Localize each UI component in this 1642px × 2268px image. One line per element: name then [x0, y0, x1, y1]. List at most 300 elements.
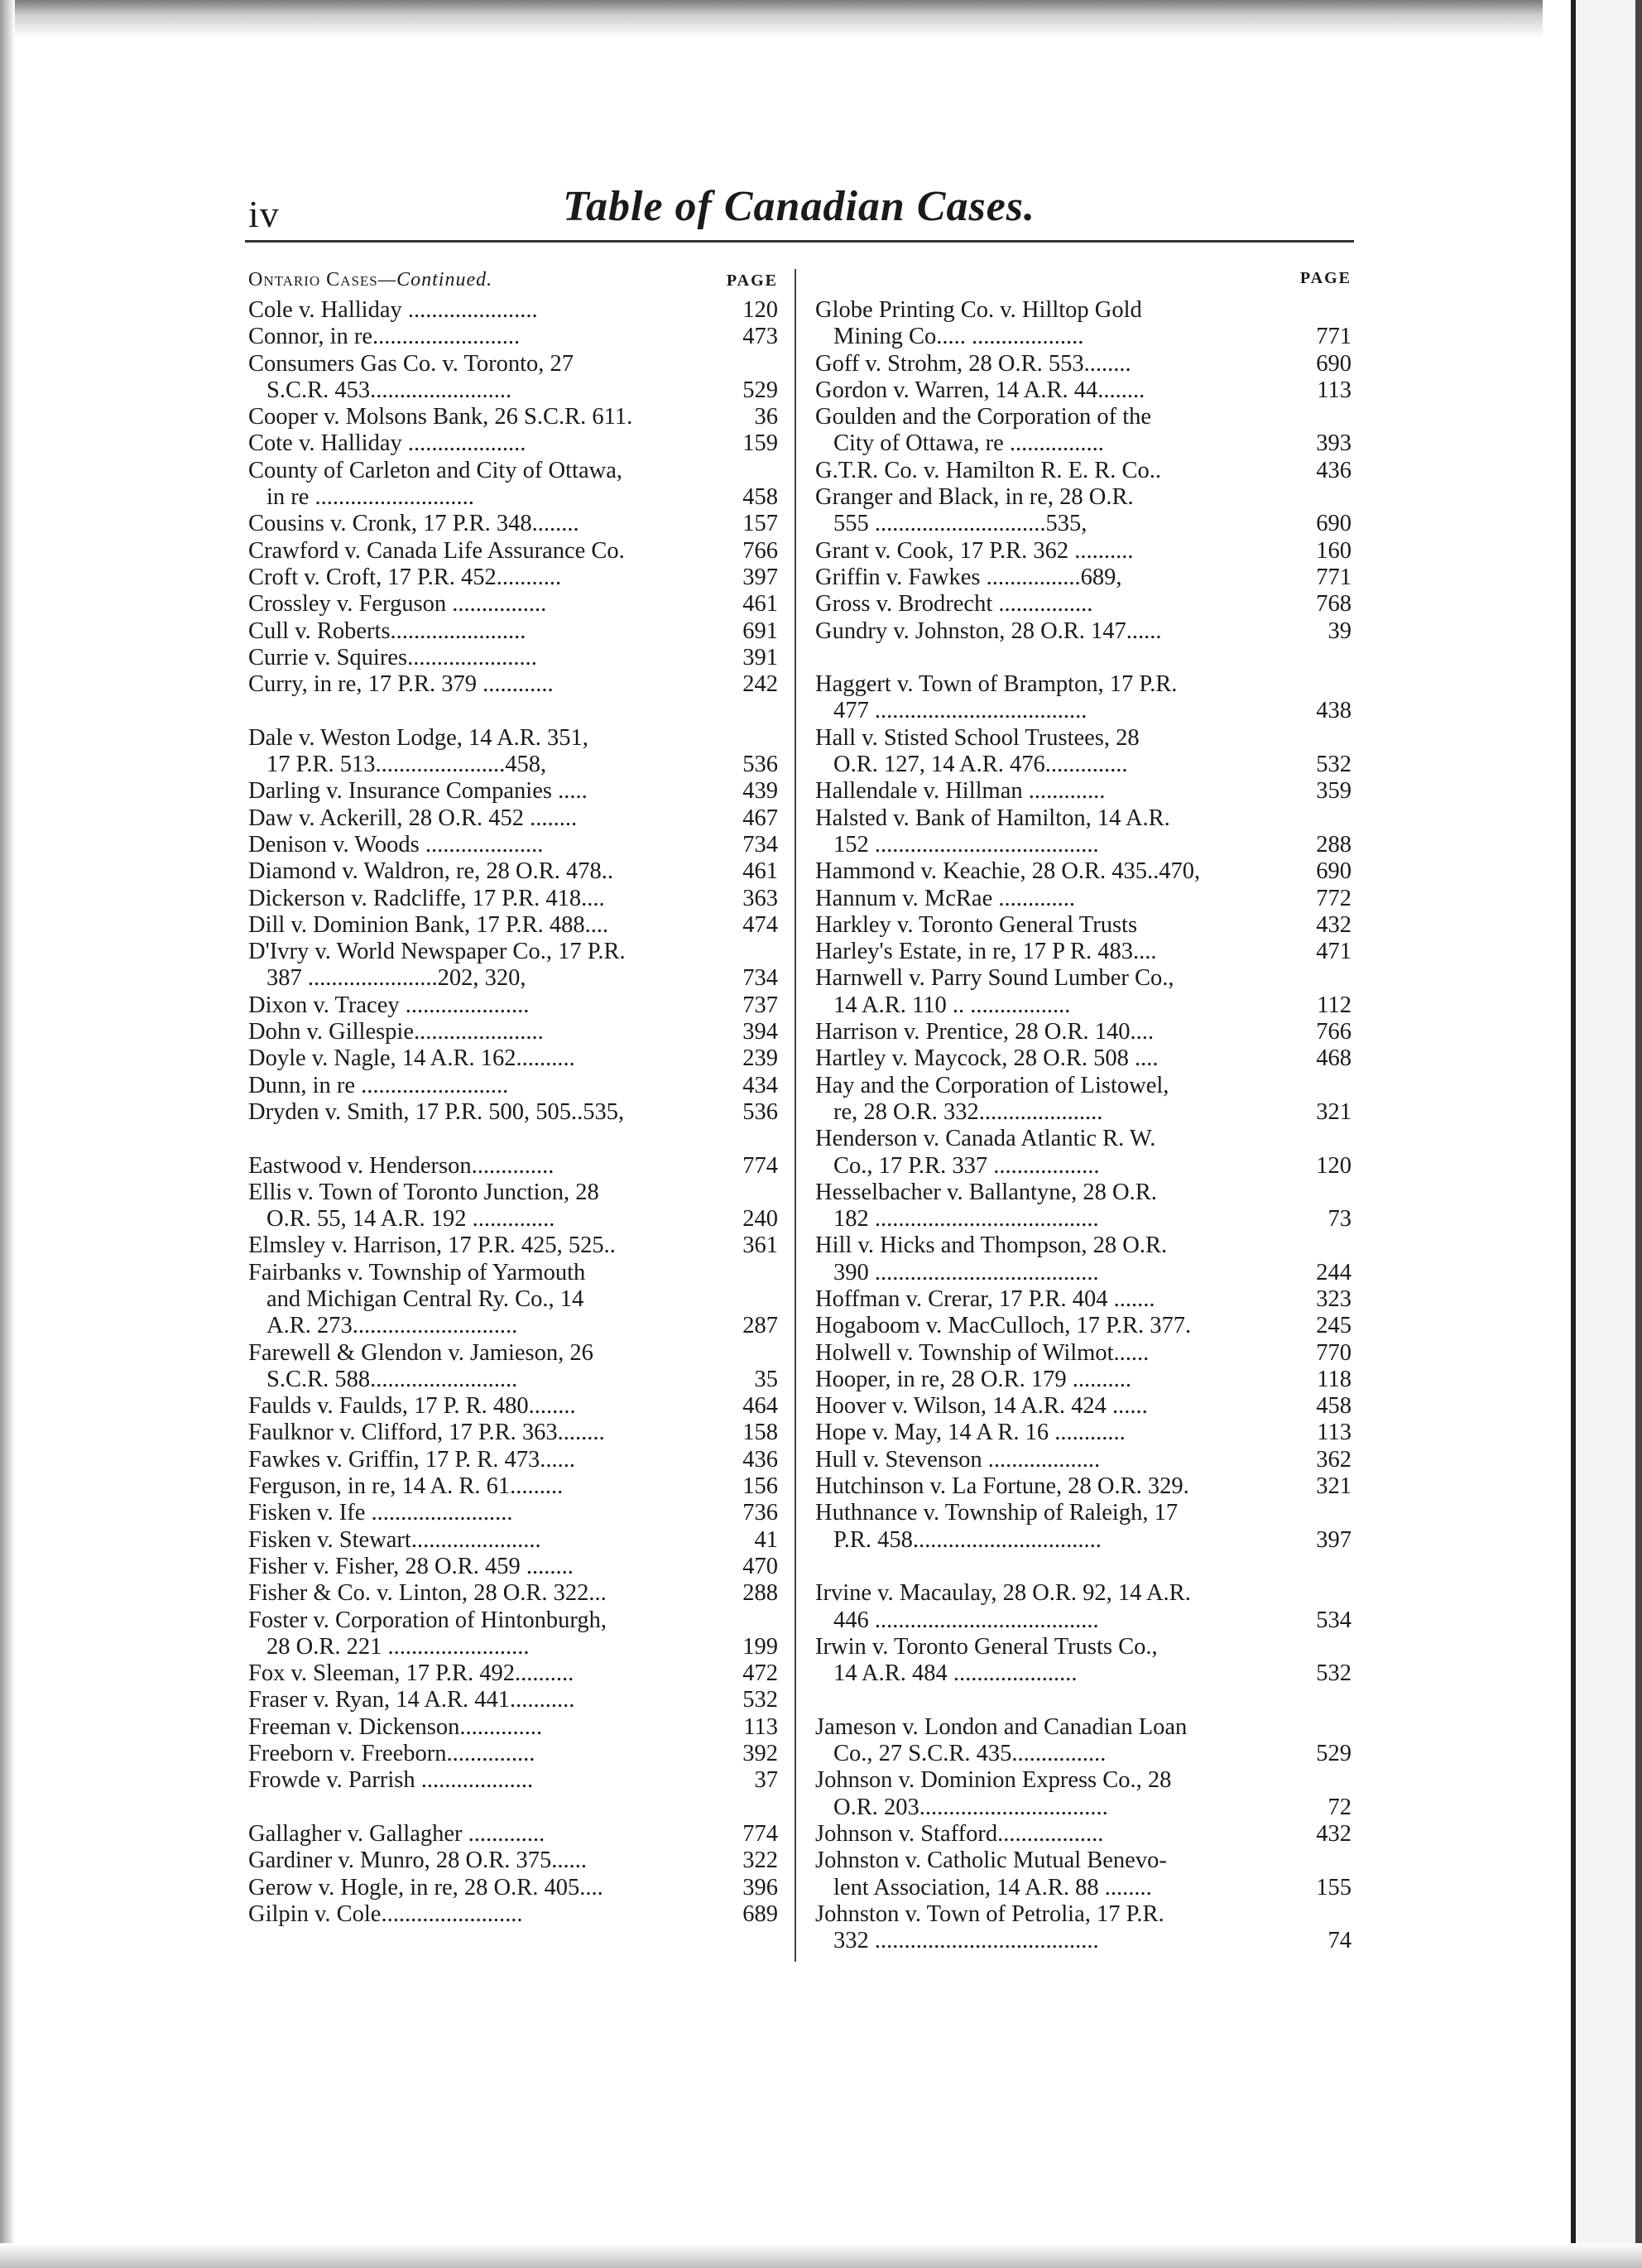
case-entry-text: Griffin v. Fawkes ................689, — [815, 564, 1122, 590]
case-entry-text: Fisken v. Stewart...................... — [248, 1526, 541, 1553]
section-heading — [248, 269, 492, 291]
case-page-number: 532 — [1316, 1660, 1352, 1687]
case-entry-text: Diamond v. Waldron, re, 28 O.R. 478.. — [248, 858, 613, 885]
case-entry-text: Hill v. Hicks and Thompson, 28 O.R. — [815, 1233, 1168, 1259]
case-entry-text: Hannum v. McRae ............. — [815, 885, 1075, 911]
case-page-number: 734 — [742, 831, 778, 858]
case-entry — [248, 1393, 778, 1420]
case-page-number: 120 — [1316, 1152, 1352, 1179]
case-entry — [815, 538, 1352, 565]
case-entry — [815, 725, 1352, 779]
case-entry — [248, 1875, 778, 1901]
case-entry-text: Gardiner v. Munro, 28 O.R. 375...... — [248, 1848, 587, 1874]
case-entry — [248, 1073, 778, 1099]
case-entry — [248, 297, 778, 324]
case-entry — [248, 458, 778, 512]
case-page-number: 118 — [1317, 1366, 1352, 1392]
case-entry — [815, 965, 1352, 1019]
case-page-number: 772 — [1316, 885, 1352, 911]
case-page-number: 321 — [1316, 1473, 1352, 1500]
case-entry-text: Dill v. Dominion Bank, 17 P.R. 488.... — [248, 911, 609, 938]
case-page-number: 737 — [742, 992, 778, 1018]
case-entry-text: Halsted v. Bank of Hamilton, 14 A.R. — [815, 805, 1170, 831]
case-page-number: 532 — [742, 1687, 778, 1713]
case-entry — [248, 645, 778, 671]
case-page-number: 288 — [742, 1580, 778, 1607]
case-page-number: 464 — [742, 1393, 778, 1420]
case-entry — [815, 1447, 1352, 1473]
case-page-number: 113 — [1317, 1420, 1352, 1446]
case-page-number: 771 — [1316, 324, 1352, 350]
case-page-number: 474 — [742, 911, 778, 938]
case-entry-text: Holwell v. Township of Wilmot...... — [815, 1339, 1150, 1366]
case-page-number: 771 — [1316, 564, 1352, 590]
case-entry-text: Cooper v. Molsons Bank, 26 S.C.R. 611. — [248, 404, 633, 430]
case-page-number: 41 — [754, 1526, 778, 1553]
case-entry-text: S.C.R. 453........................ — [266, 377, 512, 403]
case-entry-text: S.C.R. 588......................... — [266, 1366, 518, 1392]
case-entry — [815, 1340, 1352, 1367]
case-entry-text: 28 O.R. 221 ........................ — [266, 1633, 530, 1660]
case-page-number: 392 — [742, 1741, 778, 1767]
case-entry-text: Cousins v. Cronk, 17 P.R. 348........ — [248, 511, 579, 537]
scan-edge-bottom — [0, 2243, 1642, 2268]
case-page-number: 529 — [1316, 1741, 1352, 1767]
case-entry-text: Hoover v. Wilson, 14 A.R. 424 ...... — [815, 1393, 1148, 1420]
case-entry — [248, 992, 778, 1019]
case-entry-text: 555 .............................535, — [833, 511, 1087, 537]
case-entry-text: Hartley v. Maycock, 28 O.R. 508 .... — [815, 1045, 1159, 1072]
case-page-number: 287 — [742, 1313, 778, 1339]
case-entry-text: Currie v. Squires...................... — [248, 644, 537, 670]
case-entry — [248, 671, 778, 698]
case-entry — [815, 1126, 1352, 1180]
group-gap — [815, 1554, 1352, 1580]
case-page-number: 113 — [743, 1713, 778, 1740]
group-gap — [815, 1687, 1352, 1713]
case-entry — [248, 805, 778, 832]
case-entry — [248, 1527, 778, 1554]
case-entry-text: Dickerson v. Radcliffe, 17 P.R. 418.... — [248, 885, 605, 911]
page-title: Table of Canadian Cases. — [563, 183, 1036, 230]
case-entry — [248, 511, 778, 537]
case-entry-text: in re ........................... — [266, 484, 474, 511]
case-entry-text: Hooper, in re, 28 O.R. 179 .......... — [815, 1366, 1131, 1392]
case-page-number: 461 — [742, 858, 778, 885]
case-entry-text: Connor, in re......................... — [248, 324, 521, 350]
case-entry-text: Freeborn v. Freeborn............... — [248, 1741, 535, 1767]
case-entry — [248, 1473, 778, 1500]
case-page-number: 242 — [742, 671, 778, 698]
case-entry — [248, 1901, 778, 1928]
case-entry-text: Foster v. Corporation of Hintonburgh, — [248, 1607, 607, 1633]
case-page-number: 245 — [1316, 1313, 1352, 1339]
case-entry — [815, 351, 1352, 377]
case-entry — [248, 1687, 778, 1713]
case-entry-text: Hull v. Stevenson ................... — [815, 1446, 1101, 1473]
case-entry-text: Hope v. May, 14 A R. 16 ............ — [815, 1420, 1126, 1446]
case-entry — [815, 939, 1352, 965]
case-entry — [248, 1045, 778, 1072]
case-page-number: 199 — [742, 1633, 778, 1660]
case-entry — [815, 458, 1352, 484]
case-entry-text: 182 ...................................... — [833, 1206, 1099, 1233]
case-entry-text: Huthnance v. Township of Raleigh, 17 — [815, 1500, 1179, 1526]
case-page-number: 434 — [742, 1072, 778, 1098]
case-entry — [815, 591, 1352, 617]
case-entry-text: Farewell & Glendon v. Jamieson, 26 — [248, 1339, 593, 1366]
case-entry — [815, 912, 1352, 939]
case-page-number: 689 — [742, 1900, 778, 1927]
case-entry — [815, 1393, 1352, 1420]
case-entry — [815, 1714, 1352, 1768]
case-entry-text: Goff v. Strohm, 28 O.R. 553........ — [815, 350, 1131, 377]
case-entry-text: Irwin v. Toronto General Trusts Co., — [815, 1633, 1158, 1660]
case-entry-text: A.R. 273............................ — [266, 1313, 518, 1339]
case-entry-text: Faulknor v. Clifford, 17 P.R. 363........ — [248, 1420, 605, 1446]
case-entry — [248, 565, 778, 591]
case-page-number: 458 — [742, 484, 778, 511]
case-entry — [815, 858, 1352, 885]
case-entry-text: Irvine v. Macaulay, 28 O.R. 92, 14 A.R. — [815, 1580, 1191, 1607]
case-page-number: 473 — [742, 324, 778, 350]
case-entry-text: Johnston v. Catholic Mutual Benevo- — [815, 1848, 1167, 1874]
case-entry-text: Ferguson, in re, 14 A. R. 61......... — [248, 1473, 564, 1500]
case-entry-text: Co., 17 P.R. 337 .................. — [833, 1152, 1100, 1179]
case-entry-text: Hall v. Stisted School Trustees, 28 — [815, 724, 1140, 751]
case-page-number: 36 — [754, 404, 778, 430]
case-page-number: 734 — [742, 965, 778, 992]
case-entry-text: Cote v. Halliday .................... — [248, 430, 526, 457]
case-entry — [815, 1045, 1352, 1072]
case-entry — [815, 805, 1352, 859]
header-rule — [245, 240, 1354, 243]
case-entry-text: Denison v. Woods .................... — [248, 831, 544, 858]
case-page-number: 158 — [742, 1420, 778, 1446]
case-entry — [815, 297, 1352, 351]
case-entry-text: Gross v. Brodrecht ................ — [815, 591, 1093, 617]
group-gap — [248, 1795, 778, 1821]
case-page-number: 363 — [742, 885, 778, 911]
case-entry-text: Crossley v. Ferguson ................ — [248, 591, 547, 617]
case-entry — [815, 1367, 1352, 1393]
case-entry — [248, 351, 778, 405]
case-entry — [248, 1180, 778, 1233]
case-entry-text: 387 ......................202, 320, — [266, 965, 526, 992]
case-entry — [248, 1340, 778, 1394]
case-entry-text: Eastwood v. Henderson.............. — [248, 1152, 555, 1179]
case-entry — [815, 404, 1352, 458]
case-entry — [815, 1473, 1352, 1500]
case-entry-text: Johnson v. Dominion Express Co., 28 — [815, 1767, 1172, 1794]
case-entry-text: Hallendale v. Hillman ............. — [815, 778, 1106, 805]
case-entry-text: Dryden v. Smith, 17 P.R. 500, 505..535, — [248, 1098, 625, 1125]
case-entry — [248, 1233, 778, 1259]
case-entry-text: re, 28 O.R. 332..................... — [833, 1098, 1103, 1125]
case-entry-text: O.R. 203................................ — [833, 1794, 1108, 1820]
case-page-number: 244 — [1316, 1259, 1352, 1285]
case-entry — [815, 1821, 1352, 1848]
case-entry-text: Jameson v. London and Canadian Loan — [815, 1713, 1188, 1740]
case-entry-text: O.R. 55, 14 A.R. 192 .............. — [266, 1206, 555, 1233]
case-entry — [248, 912, 778, 939]
case-page-number: 74 — [1328, 1928, 1352, 1954]
case-entry — [248, 1019, 778, 1045]
page-column-label: PAGE — [1299, 269, 1352, 287]
case-page-number: 155 — [1316, 1874, 1352, 1900]
case-page-number: 436 — [742, 1446, 778, 1473]
case-entry-text: Hogaboom v. MacCulloch, 17 P.R. 377. — [815, 1313, 1192, 1339]
case-entry-text: Dohn v. Gillespie...................... — [248, 1019, 544, 1045]
case-entry-text: Dunn, in re ......................... — [248, 1072, 509, 1098]
case-entry-text: Consumers Gas Co. v. Toronto, 27 — [248, 350, 574, 377]
case-entry — [815, 1019, 1352, 1045]
case-entry-text: Gallagher v. Gallagher ............. — [248, 1820, 545, 1847]
case-entry-text: Fisher & Co. v. Linton, 28 O.R. 322... — [248, 1580, 607, 1607]
case-entry — [248, 858, 778, 885]
case-entry-text: Granger and Black, in re, 28 O.R. — [815, 484, 1134, 511]
page-number: iv — [248, 193, 280, 235]
case-page-number: 362 — [1316, 1446, 1352, 1473]
case-entry-text: Hoffman v. Crerar, 17 P.R. 404 ....... — [815, 1285, 1155, 1312]
case-page-number: 159 — [742, 430, 778, 457]
case-entry-text: Daw v. Ackerill, 28 O.R. 452 ........ — [248, 805, 578, 831]
case-entry-text: 14 A.R. 110 .. ................. — [833, 992, 1071, 1018]
case-entry — [248, 1554, 778, 1580]
group-gap — [815, 645, 1352, 671]
case-entry — [815, 1901, 1352, 1955]
case-entry — [815, 1580, 1352, 1634]
right-column-header — [815, 269, 1352, 297]
case-entry — [248, 778, 778, 805]
case-entry-text: Fairbanks v. Township of Yarmouth — [248, 1259, 586, 1285]
case-entry-text: 17 P.R. 513......................458, — [266, 752, 547, 778]
group-gap — [248, 1126, 778, 1152]
case-entry-text: Frowde v. Parrish ................... — [248, 1767, 534, 1794]
case-entry-text: 332 ...................................... — [833, 1928, 1099, 1954]
case-entry — [248, 1260, 778, 1340]
case-entry — [248, 1099, 778, 1126]
case-entry — [248, 1580, 778, 1607]
case-page-number: 323 — [1316, 1285, 1352, 1312]
case-entry-text: Gilpin v. Cole........................ — [248, 1900, 523, 1927]
case-entry-text: Harnwell v. Parry Sound Lumber Co., — [815, 965, 1174, 992]
case-entry — [815, 1500, 1352, 1554]
case-entry-text: Hesselbacher v. Ballantyne, 28 O.R. — [815, 1179, 1157, 1205]
case-entry-text: Dale v. Weston Lodge, 14 A.R. 351, — [248, 724, 588, 751]
case-entry-text: 477 .................................... — [833, 698, 1087, 724]
case-entry-text: Haggert v. Town of Brampton, 17 P.R. — [815, 671, 1178, 698]
case-page-number: 37 — [754, 1767, 778, 1794]
case-entry-text: Hutchinson v. La Fortune, 28 O.R. 329. — [815, 1473, 1189, 1500]
case-entry-text: Ellis v. Town of Toronto Junction, 28 — [248, 1179, 599, 1205]
case-entry — [815, 1073, 1352, 1127]
case-page-number: 397 — [742, 564, 778, 590]
case-entry-text: Globe Printing Co. v. Hilltop Gold — [815, 297, 1142, 323]
case-page-number: 396 — [742, 1874, 778, 1900]
case-entry — [248, 430, 778, 457]
case-entry-text: Gerow v. Hogle, in re, 28 O.R. 405.... — [248, 1874, 603, 1900]
case-page-number: 432 — [1316, 911, 1352, 938]
case-entry-text: Faulds v. Faulds, 17 P. R. 480........ — [248, 1393, 576, 1420]
case-entry-text: Henderson v. Canada Atlantic R. W. — [815, 1126, 1156, 1152]
case-entry — [248, 832, 778, 858]
case-entry-text: Fox v. Sleeman, 17 P.R. 492.......... — [248, 1660, 574, 1687]
case-entry — [248, 1767, 778, 1794]
case-page-number: 35 — [754, 1366, 778, 1392]
case-entry-text: Freeman v. Dickenson.............. — [248, 1713, 543, 1740]
case-page-number: 691 — [742, 617, 778, 644]
case-entry-text: lent Association, 14 A.R. 88 ........ — [833, 1874, 1152, 1900]
case-entry — [248, 939, 778, 992]
case-entry-text: 446 ...................................... — [833, 1607, 1099, 1633]
case-entry — [248, 538, 778, 565]
case-page-number: 472 — [742, 1660, 778, 1687]
case-entry-text: and Michigan Central Ry. Co., 14 — [266, 1285, 584, 1312]
case-entry-text: Mining Co..... ................... — [833, 324, 1084, 350]
case-page-number: 391 — [742, 644, 778, 670]
case-page-number: 72 — [1328, 1794, 1352, 1820]
right-column — [815, 269, 1352, 1954]
case-page-number: 768 — [1316, 591, 1352, 617]
case-page-number: 160 — [1316, 537, 1352, 564]
case-entry-text: Gundry v. Johnston, 28 O.R. 147...... — [815, 617, 1162, 644]
case-page-number: 774 — [742, 1820, 778, 1847]
case-entry-text: Darling v. Insurance Companies ..... — [248, 778, 588, 805]
case-entry — [248, 725, 778, 779]
case-entry — [815, 1313, 1352, 1339]
section-suffix: —Continued. — [377, 269, 493, 291]
case-page-number: 239 — [742, 1045, 778, 1072]
group-gap — [248, 698, 778, 724]
case-page-number: 240 — [742, 1206, 778, 1233]
case-entry — [248, 1420, 778, 1446]
case-page-number: 471 — [1316, 939, 1352, 965]
case-page-number: 529 — [742, 377, 778, 403]
case-page-number: 113 — [1317, 377, 1352, 403]
case-entry — [815, 377, 1352, 404]
case-page-number: 120 — [742, 297, 778, 323]
case-entry — [815, 565, 1352, 591]
case-page-number: 397 — [1316, 1526, 1352, 1553]
page-column-label: PAGE — [726, 271, 778, 290]
case-entry-text: Fraser v. Ryan, 14 A.R. 441........... — [248, 1687, 575, 1713]
case-entry — [815, 1233, 1352, 1286]
case-entry-text: Cole v. Halliday ...................... — [248, 297, 538, 323]
case-page-number: 439 — [742, 778, 778, 805]
case-page-number: 766 — [1316, 1019, 1352, 1045]
case-page-number: 461 — [742, 591, 778, 617]
case-entry — [248, 1741, 778, 1767]
scan-edge-top — [0, 0, 1642, 38]
case-entry-text: Johnston v. Town of Petrolia, 17 P.R. — [815, 1900, 1164, 1927]
case-page-number: 288 — [1316, 831, 1352, 858]
case-entry — [248, 1821, 778, 1848]
case-entry-text: Cull v. Roberts....................... — [248, 617, 526, 644]
case-entry-text: Croft v. Croft, 17 P.R. 452........... — [248, 564, 562, 590]
case-entry-text: 14 A.R. 484 ..................... — [833, 1660, 1078, 1687]
case-entry — [815, 671, 1352, 725]
case-page-number: 359 — [1316, 778, 1352, 805]
case-page-number: 774 — [742, 1152, 778, 1179]
case-entry-text: Hay and the Corporation of Listowel, — [815, 1072, 1169, 1098]
case-entry-text: Goulden and the Corporation of the — [815, 404, 1152, 430]
case-entry — [248, 1500, 778, 1526]
case-entry — [815, 1286, 1352, 1313]
case-entry — [815, 1420, 1352, 1446]
right-entries — [815, 297, 1352, 1954]
case-entry-text: Co., 27 S.C.R. 435................ — [833, 1741, 1107, 1767]
case-page-number: 157 — [742, 511, 778, 537]
case-entry — [815, 1634, 1352, 1688]
case-entry — [248, 886, 778, 912]
case-entry-text: Dixon v. Tracey ..................... — [248, 992, 530, 1018]
case-entry-text: Grant v. Cook, 17 P.R. 362 .......... — [815, 537, 1134, 564]
case-entry — [248, 591, 778, 617]
left-column-header — [248, 269, 778, 297]
case-entry-text: Harley's Estate, in re, 17 P R. 483.... — [815, 939, 1157, 965]
left-entries — [248, 297, 778, 1928]
case-page-number: 112 — [1317, 992, 1352, 1018]
case-entry-text: Curry, in re, 17 P.R. 379 ............ — [248, 671, 554, 698]
case-entry — [815, 1180, 1352, 1233]
case-entry — [248, 1714, 778, 1741]
case-page-number: 468 — [1316, 1045, 1352, 1072]
case-page-number: 690 — [1316, 858, 1352, 885]
case-entry-text: D'Ivry v. World Newspaper Co., 17 P.R. — [248, 939, 626, 965]
case-entry-text: O.R. 127, 14 A.R. 476.............. — [833, 752, 1128, 778]
case-entry-text: P.R. 458................................ — [833, 1526, 1102, 1553]
scan-edge-right — [1543, 0, 1642, 2268]
case-page-number: 470 — [742, 1553, 778, 1579]
case-page-number: 393 — [1316, 430, 1352, 457]
case-entry — [815, 484, 1352, 538]
case-page-number: 438 — [1316, 698, 1352, 724]
case-entry-text: Johnson v. Stafford.................. — [815, 1820, 1104, 1847]
case-entry-text: County of Carleton and City of Ottawa, — [248, 457, 622, 483]
case-page-number: 156 — [742, 1473, 778, 1500]
case-page-number: 39 — [1328, 617, 1352, 644]
case-entry — [815, 1767, 1352, 1821]
case-entry — [248, 1660, 778, 1687]
case-page-number: 536 — [742, 1098, 778, 1125]
case-entry-text: 390 ...................................... — [833, 1259, 1099, 1285]
case-entry-text: Fisher v. Fisher, 28 O.R. 459 ........ — [248, 1553, 574, 1579]
case-page-number: 394 — [742, 1019, 778, 1045]
case-page-number: 766 — [742, 537, 778, 564]
case-entry — [248, 1447, 778, 1473]
case-entry — [815, 778, 1352, 805]
scan-edge-left — [0, 0, 15, 2268]
case-page-number: 690 — [1316, 350, 1352, 377]
case-entry-text: City of Ottawa, re ................ — [833, 430, 1104, 457]
case-entry — [248, 618, 778, 645]
case-entry-text: Elmsley v. Harrison, 17 P.R. 425, 525.. — [248, 1233, 616, 1259]
case-page-number: 458 — [1316, 1393, 1352, 1420]
case-page-number: 534 — [1316, 1607, 1352, 1633]
case-page-number: 73 — [1328, 1206, 1352, 1233]
case-page-number: 321 — [1316, 1098, 1352, 1125]
section-label: Ontario Cases — [248, 269, 378, 291]
case-page-number: 432 — [1316, 1820, 1352, 1847]
case-entry-text: Gordon v. Warren, 14 A.R. 44........ — [815, 377, 1145, 403]
case-entry — [248, 324, 778, 350]
case-page-number: 532 — [1316, 752, 1352, 778]
case-entry-text: Hammond v. Keachie, 28 O.R. 435..470, — [815, 858, 1201, 885]
case-entry-text: Harkley v. Toronto General Trusts — [815, 911, 1138, 938]
case-entry — [248, 1607, 778, 1661]
left-column — [248, 269, 778, 1928]
